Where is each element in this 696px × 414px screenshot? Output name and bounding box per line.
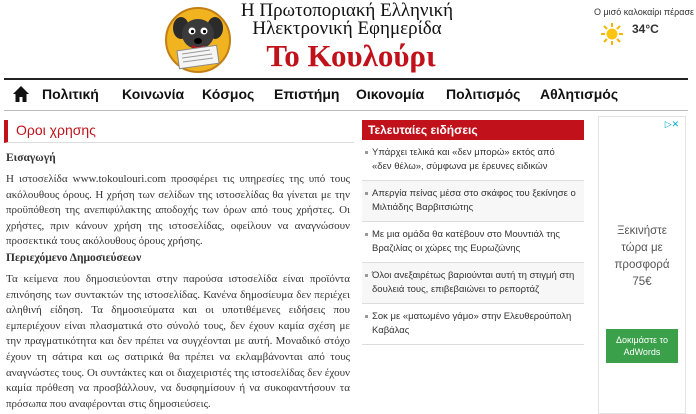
- weather-caption: Ο μισό καλοκαίρι πέρασε: [594, 7, 695, 17]
- news-item[interactable]: Απεργία πείνας μέσα στο σκάφος του ξεκίνησε ο Μιλτιάδης Βαρβιτσιώτης: [362, 181, 584, 222]
- news-header: [362, 120, 584, 140]
- adwords-ad[interactable]: [598, 116, 686, 414]
- news-header-title: Τελευταίες ειδήσεις: [368, 123, 478, 137]
- section-text-content: Τα κείμενα που δημοσιεύονται στην παρούσα ιστοσελίδα είναι προϊόντα επινόησης των συντακτών της ιστοσελίδας. Κανένα δημοσίευμα δεν περιέχει αληθινή είδηση. Τα δημοσιεύματα και οι υποτιθέμενες ειδήσεις που εμπεριέχουν είναι πλασματικά στο σύνολό τους, δεν έχουν καμία σχέση με την πραγματικότητα και δεν πρέπει να συγχέονται με αυτή. Μοναδικό στόχο έχουν τη σάτιρα και ως σατιρικά θα πρέπει να εκλαμβάνονται από τους αναγνώστες τους. Οι συντάκτες και οι διαχειριστές της ιστοσελίδας δεν έχουν καμία πρόθεση να προσβάλλουν, να δυσφημίσουν ή να συκοφαντήσουν τα πρόσωπα που αναφέρονται στις δημοσιεύσεις.: [6, 273, 350, 410]
- site-tagline: [232, 2, 462, 38]
- ad-button-line2: AdWords: [623, 347, 661, 357]
- nav-item-culture[interactable]: Πολιτισμός: [446, 86, 521, 102]
- nav-item-economy[interactable]: Οικονομία: [356, 86, 425, 102]
- tagline-line2: Ηλεκτρονική Εφημερίδα: [252, 18, 442, 39]
- dog-logo-icon[interactable]: [164, 6, 232, 74]
- ad-text-line3: προσφορά: [614, 259, 670, 271]
- ad-text-line4: 75€: [632, 276, 652, 288]
- news-item[interactable]: Σοκ με «ματωμένο γάμο» στην Ελευθερούπολη Καβάλας: [362, 304, 584, 345]
- nav-item-politics[interactable]: Πολιτική: [42, 86, 99, 102]
- ad-text: [599, 223, 685, 291]
- site-name[interactable]: Το Κουλούρι: [266, 38, 436, 73]
- ad-text-line2: τώρα με: [621, 242, 663, 254]
- latest-news-widget: [362, 120, 584, 412]
- tagline-line1: Η Πρωτοποριακή Ελληνική: [240, 0, 454, 21]
- news-item[interactable]: Υπάρχει τελικά και «δεν μπορώ» εκτός από «δεν θέλω», σύμφωνα με έρευνες ειδικών: [362, 140, 584, 181]
- home-icon[interactable]: [12, 85, 30, 103]
- adchoices-icon[interactable]: ▷✕: [664, 120, 680, 130]
- adwords-button[interactable]: [606, 329, 678, 363]
- ad-button-line1: Δοκιμάστε το: [616, 335, 668, 345]
- site-header: [0, 0, 696, 78]
- section-text-intro: Η ιστοσελίδα www.tokoulouri.com προσφέρει τις υπηρεσίες της υπό τους ακόλουθους όρους. Η χρήση των σελίδων της ιστοσελίδας θα γίνεται με την προϋπόθεση της ανεπιφύλακτης αποδοχής των όρων από τους χρήστες. Οι χρήστες, πριν κάνουν χρήση της ιστοσελίδας, οφείλουν να αναγνώσουν προσεκτικά τους ακόλουθους όρους χρήσης.: [6, 173, 350, 248]
- section-heading-content: Περιεχόμενο Δημοσιεύσεων: [6, 252, 142, 264]
- main-nav: [4, 78, 688, 111]
- page-title: Οροι χρησης: [16, 122, 96, 138]
- main-content: [4, 116, 350, 412]
- sun-icon: [600, 22, 624, 46]
- section-heading-intro: Εισαγωγή: [6, 152, 56, 164]
- nav-item-world[interactable]: Κόσμος: [202, 86, 255, 102]
- nav-item-sports[interactable]: Αθλητισμός: [540, 86, 619, 102]
- news-item[interactable]: Όλοι ανεξαιρέτως βαριούνται αυτή τη στιγμή στη δουλειά τους, επιβεβαιώνει το ρεπορτάζ: [362, 263, 584, 304]
- nav-item-science[interactable]: Επιστήμη: [274, 86, 340, 102]
- page-title-bar: [4, 120, 354, 143]
- news-list: [362, 140, 584, 345]
- temperature: 34°C: [632, 22, 659, 36]
- news-item[interactable]: Με μια ομάδα θα κατέβουν στο Μουντιάλ της Βραζιλίας οι χώρες της Ευρωζώνης: [362, 222, 584, 263]
- ad-text-line1: Ξεκινήστε: [617, 225, 667, 237]
- nav-item-society[interactable]: Κοινωνία: [122, 86, 185, 102]
